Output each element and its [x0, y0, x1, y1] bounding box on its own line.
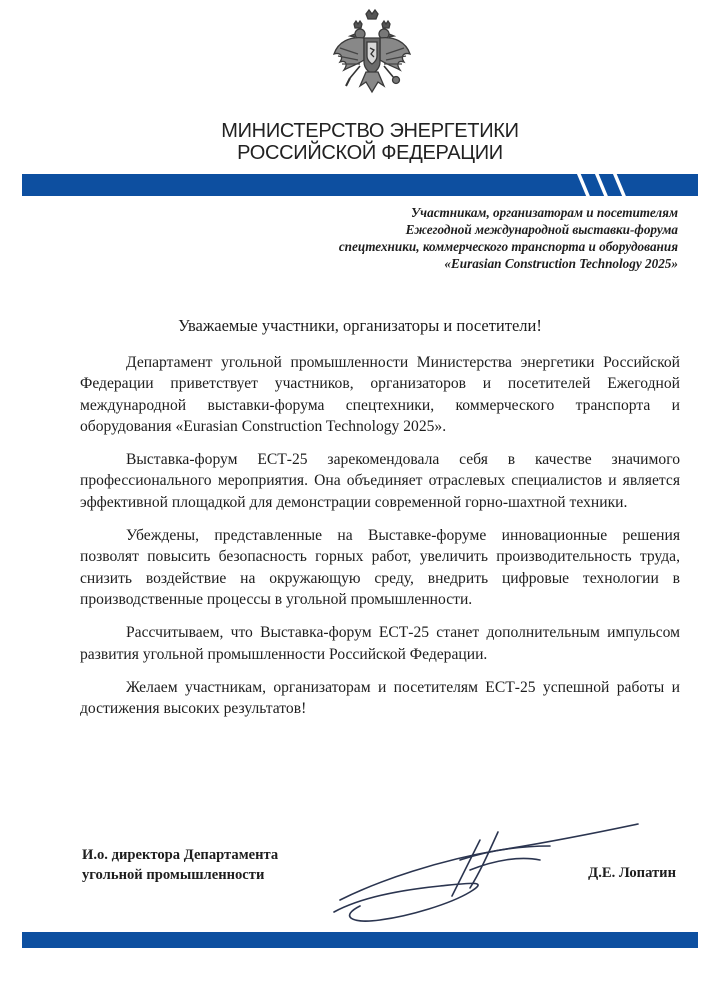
letter-greeting: Уважаемые участники, организаторы и посетители!: [178, 316, 542, 335]
addressee-line: спецтехники, коммерческого транспорта и оборудования: [338, 239, 678, 254]
body-paragraph: Департамент угольной промышленности Министерства энергетики Российской Федерации приветствует участников, организаторов и посетителей Ежегодной международной выставки-форума спецтехники, коммерческого транспорта и оборудования «Eurasian Construction Technology 2025».: [80, 354, 680, 435]
ministry-name-line2: РОССИЙСКОЙ ФЕДЕРАЦИИ: [237, 142, 503, 164]
coat-of-arms-emblem-icon: [330, 8, 414, 104]
letterhead-band-bottom: [22, 932, 698, 948]
letterhead-slashes-decoration: [566, 164, 646, 200]
letter-body: [80, 352, 680, 731]
signatory-position: [82, 845, 278, 885]
body-paragraph: Рассчитываем, что Выставка-форум ЕСТ-25 станет дополнительным импульсом развития угольной промышленности Российской Федерации.: [80, 624, 680, 663]
ministry-name-line1: МИНИСТЕРСТВО ЭНЕРГЕТИКИ: [221, 120, 519, 142]
signatory-position-line2: угольной промышленности: [82, 867, 265, 883]
addressee-block: [158, 204, 678, 272]
signatory-name: Д.Е. Лопатин: [588, 865, 676, 881]
body-paragraph: Убеждены, представленные на Выставке-форуме инновационные решения позволят повысить безопасность горных работ, увеличить производительность труда, снизить воздействие на окружающую среду, внедрить цифровые технологии в производственные процессы в угольной промышленности.: [80, 527, 680, 608]
addressee-line: «Eurasian Construction Technology 2025»: [444, 256, 678, 271]
body-paragraph: Желаем участникам, организаторам и посетителям ЕСТ-25 успешной работы и достижения высоких результатов!: [80, 678, 680, 718]
addressee-line: Участникам, организаторам и посетителям: [411, 205, 678, 220]
body-paragraph: Выставка-форум ЕСТ-25 зарекомендовала себя в качестве значимого профессионального мероприятия. Она объединяет отраслевых специалистов и является эффективной площадкой для демонстрации современной горно-шахтной техники.: [80, 451, 680, 511]
signatory-position-line1: И.о. директора Департамента: [82, 847, 279, 863]
addressee-line: Ежегодной международной выставки-форума: [405, 222, 678, 237]
